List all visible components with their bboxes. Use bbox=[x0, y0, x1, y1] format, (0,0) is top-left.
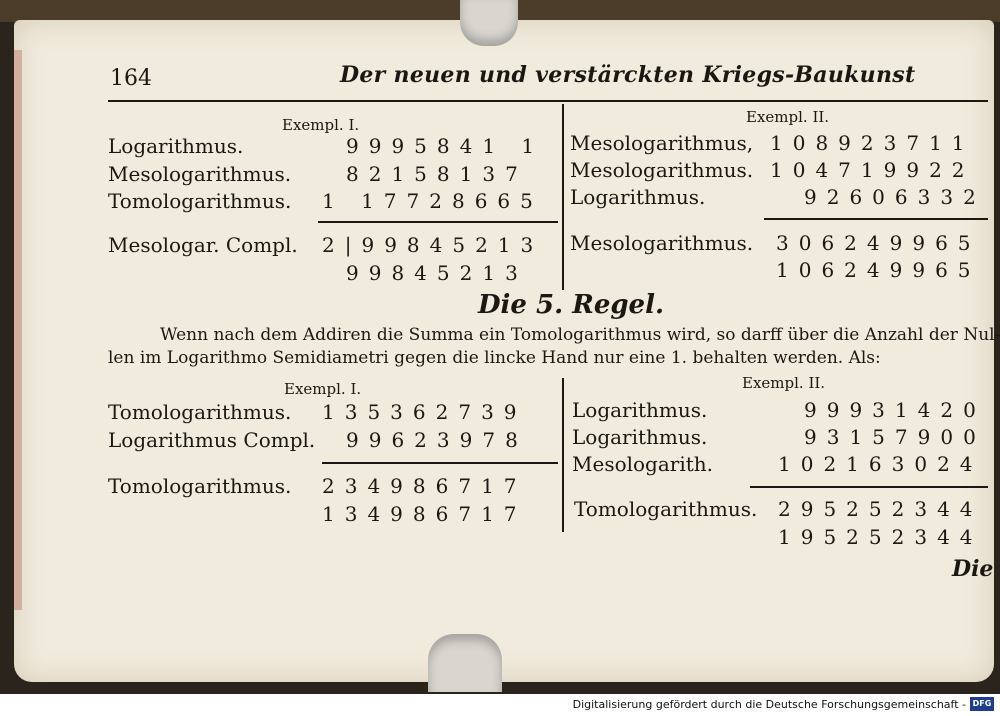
ex2-left-result-label: Tomologarithmus. bbox=[108, 474, 292, 498]
ex2-right-result-digits: 295252344 bbox=[778, 497, 983, 521]
ex2-right-row3-label: Mesologarith. bbox=[572, 452, 714, 476]
running-head: Der neuen und verstärckten Kriegs-Baukunst bbox=[340, 62, 916, 88]
ex1-left-result-digits: 2|99845213 bbox=[322, 233, 544, 257]
ex2-left-row1-digits: 135362739 bbox=[322, 400, 527, 424]
ex2-column-divider bbox=[562, 378, 564, 532]
ex1-right-title: Exempl. II. bbox=[746, 108, 830, 126]
rule-heading: Die 5. Regel. bbox=[478, 290, 665, 320]
page-number: 164 bbox=[110, 66, 152, 91]
ex2-right-result-digits2: 195252344 bbox=[778, 525, 983, 549]
footer-credit: Digitalisierung gefördert durch die Deutsche Forschungsgemeinschaft - bbox=[572, 698, 966, 711]
ex1-left-result-label: Mesologar. Compl. bbox=[108, 233, 298, 257]
ex2-left-title: Exempl. I. bbox=[284, 380, 362, 398]
ex1-left-row3-digits: 1 17728665 bbox=[322, 189, 543, 213]
ex1-right-sum-rule bbox=[764, 218, 988, 220]
ex2-right-row2-label: Logarithmus. bbox=[572, 425, 708, 449]
paragraph-line-2: len im Logarithmo Semidiametri gegen die lincke Hand nur eine 1. behalten werden. Als: bbox=[108, 348, 881, 368]
page-clip-bottom bbox=[428, 634, 502, 692]
ex2-left-row1-label: Tomologarithmus. bbox=[108, 400, 292, 424]
ex2-right-sum-rule bbox=[750, 486, 988, 488]
page-edge bbox=[14, 50, 22, 610]
ex2-right-row1-label: Logarithmus. bbox=[572, 398, 708, 422]
ex2-right-row3-digits: 102163024 bbox=[778, 452, 983, 476]
ex1-right-row3-label: Logarithmus. bbox=[570, 185, 706, 209]
ex2-right-title: Exempl. II. bbox=[742, 374, 826, 392]
ex1-left-row2-label: Mesologarithmus. bbox=[108, 162, 292, 186]
ex1-right-result-digits: 306249965 bbox=[776, 231, 981, 255]
ex1-right-row1-label: Mesologarithmus, bbox=[570, 131, 754, 155]
catchword: Die bbox=[952, 556, 994, 582]
ex2-left-result-digits2: 134986717 bbox=[322, 502, 527, 526]
ex1-right-row2-label: Mesologarithmus. bbox=[570, 158, 754, 182]
ex1-right-row2-digits: 104719922 bbox=[770, 158, 975, 182]
ex1-left-sum-rule bbox=[318, 221, 558, 223]
ex1-column-divider bbox=[562, 104, 564, 290]
paragraph-line-1: Wenn nach dem Addiren die Summa ein Tomologarithmus wird, so darff über die Anzahl der Nul- bbox=[160, 325, 1000, 345]
ex2-right-row1-digits: 99931420 bbox=[804, 398, 986, 422]
ex1-left-row1-digits: 9995841 1 bbox=[346, 134, 545, 158]
ex1-left-row1-label: Logarithmus. bbox=[108, 134, 244, 158]
ex2-left-row2-label: Logarithmus Compl. bbox=[108, 428, 316, 452]
ex2-left-result-digits: 234986717 bbox=[322, 474, 527, 498]
ex1-left-result-digits2: 99845213 bbox=[346, 261, 528, 285]
page-clip-top bbox=[460, 0, 518, 46]
header-rule bbox=[108, 100, 988, 102]
ex2-right-row2-digits: 93157900 bbox=[804, 425, 986, 449]
ex1-right-result-label: Mesologarithmus. bbox=[570, 231, 754, 255]
ex1-right-result-digits2: 106249965 bbox=[776, 258, 981, 282]
ex1-right-row3-digits: 92606332 bbox=[804, 185, 986, 209]
ex1-left-row2-digits: 82158137 bbox=[346, 162, 528, 186]
ex2-right-result-label: Tomologarithmus. bbox=[574, 497, 758, 521]
ex2-left-row2-digits: 99623978 bbox=[346, 428, 528, 452]
ex1-left-row3-label: Tomologarithmus. bbox=[108, 189, 292, 213]
ex1-left-title: Exempl. I. bbox=[282, 116, 360, 134]
footer-bar bbox=[0, 694, 1000, 716]
ex2-left-sum-rule bbox=[322, 462, 558, 464]
ex1-right-row1-digits: 108923711 bbox=[770, 131, 975, 155]
dfg-logo: DFG bbox=[970, 697, 994, 711]
